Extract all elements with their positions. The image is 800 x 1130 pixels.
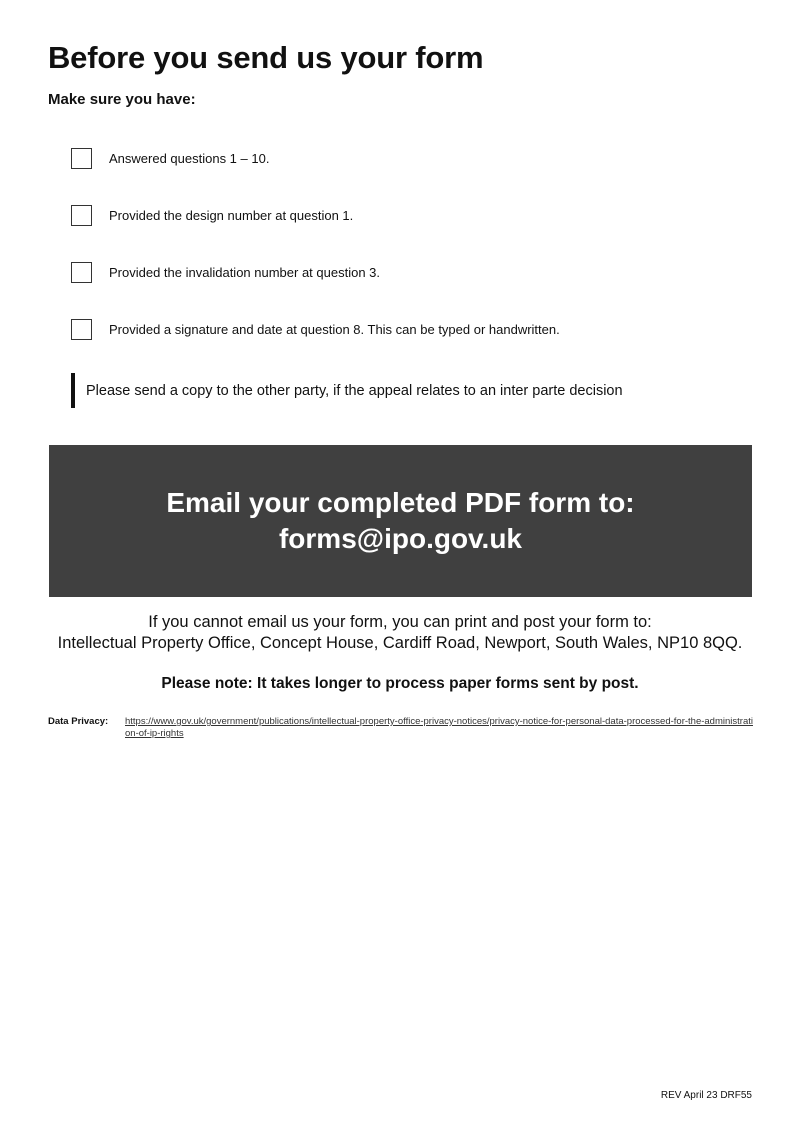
data-privacy-label: Data Privacy: — [48, 716, 109, 727]
email-heading: Email your completed PDF form to: — [166, 487, 635, 518]
postal-instructions — [0, 612, 800, 654]
checklist-item-label: Answered questions 1 – 10. — [109, 150, 270, 166]
email-address-link[interactable]: forms@ipo.gov.uk — [278, 523, 523, 554]
data-privacy-link[interactable]: https://www.gov.uk/government/publications/intellectual-property-office-privacy-notices/privacy-notice-for-personal-data-processed-for-the-administration-of-ip-rights — [125, 716, 753, 739]
checklist-item-invalidation-number — [71, 260, 380, 284]
postal-processing-note: Please note: It takes longer to process paper forms sent by post. — [161, 675, 639, 692]
email-panel — [49, 445, 752, 597]
checkbox[interactable] — [71, 262, 92, 283]
revision-code: REV April 23 DRF55 — [660, 1090, 752, 1101]
checklist-item-questions — [71, 146, 269, 170]
checklist-intro: Make sure you have: — [48, 91, 196, 108]
checklist-item-label: Provided the invalidation number at question 3. — [109, 264, 381, 280]
postal-address: Intellectual Property Office, Concept House, Cardiff Road, Newport, South Wales, NP10 8QQ. — [57, 634, 743, 652]
checklist-item-signature — [71, 317, 560, 341]
checkbox[interactable] — [71, 319, 92, 340]
checklist-item-design-number — [71, 203, 353, 227]
checkbox[interactable] — [71, 148, 92, 169]
page-title: Before you send us your form — [48, 40, 484, 75]
postal-instructions-line: If you cannot email us your form, you can print and post your form to: — [148, 613, 652, 631]
checklist-item-label: Provided the design number at question 1. — [109, 207, 354, 223]
checkbox[interactable] — [71, 205, 92, 226]
checklist-item-label: Provided a signature and date at question 8. This can be typed or handwritten. — [109, 321, 560, 337]
inter-parte-note: Please send a copy to the other party, if the appeal relates to an inter parte decision — [71, 373, 623, 408]
